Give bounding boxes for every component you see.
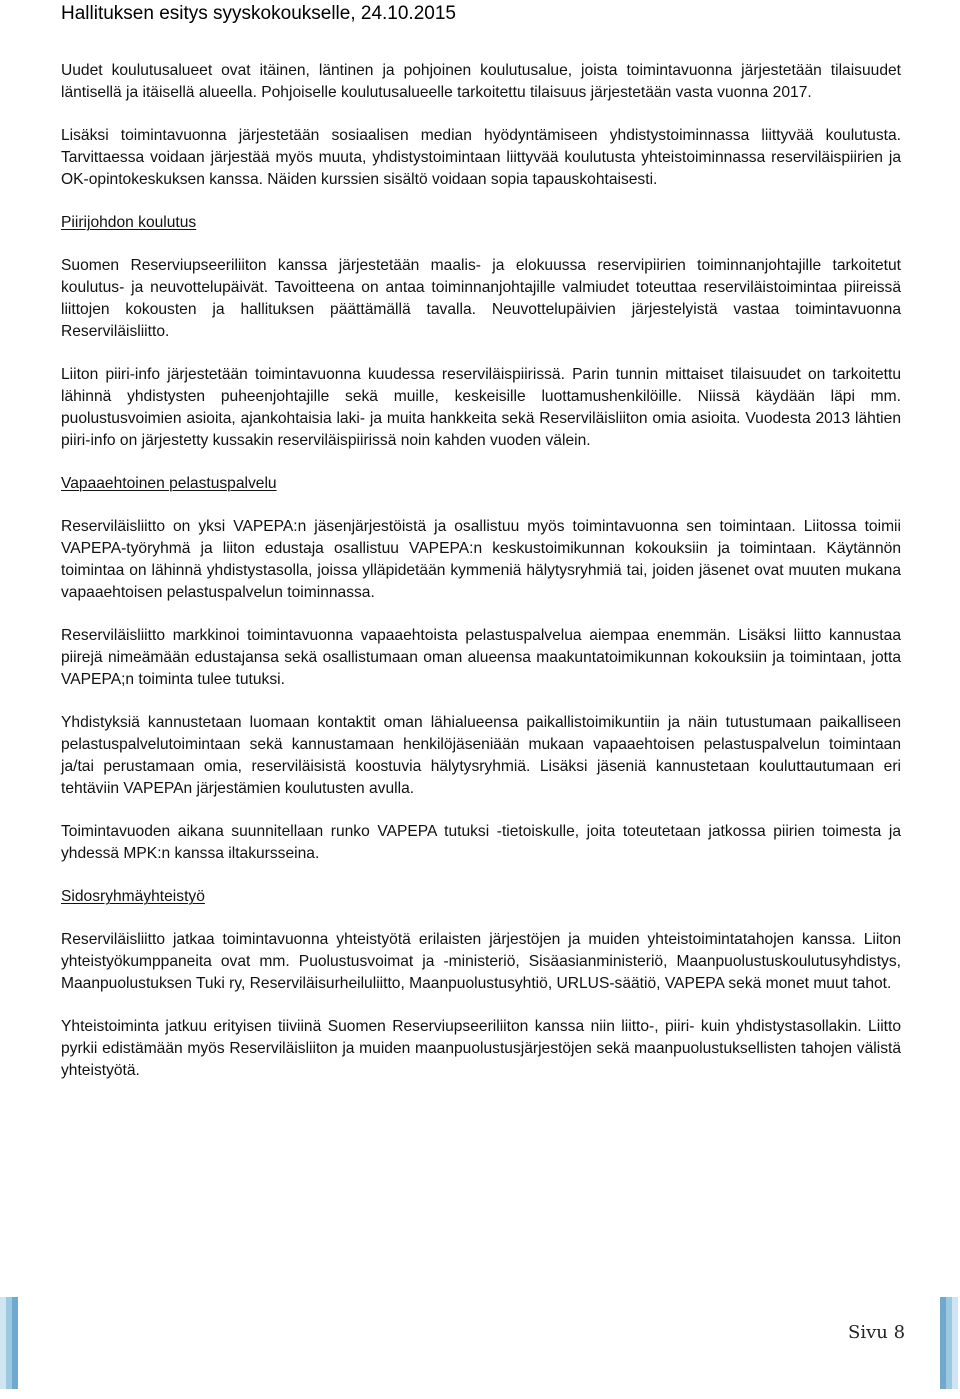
left-edge-decoration [0,1297,22,1389]
paragraph: Yhdistyksiä kannustetaan luomaan kontaktit oman lähialueensa paikallistoimikuntiin ja näin tutustumaan paikalliseen pelastuspalvelutoimintaan sekä kannustamaan henkilöjäseniään mukaan vapaaehtoisen pelastuspalvelun toimintaan ja/tai perustamaan omia, reserviläisistä koostuvia hälytysryhmiä. Lisäksi jäseniä kannustetaan kouluttautumaan eri tehtäviin VAPEPAn järjestämien koulutusten avulla. [61,714,901,797]
section-heading-sidosryhmayhteistyo: Sidosryhmäyhteistyö [61,888,205,905]
right-edge-decoration [938,1297,960,1389]
document-header: Hallituksen esitys syyskokoukselle, 24.10.2015 [61,3,456,24]
document-body [61,60,901,1103]
paragraph: Toimintavuoden aikana suunnitellaan runko VAPEPA tutuksi -tietoiskulle, joita toteutetaan jatkossa piirien toimesta ja yhdessä MPK:n kanssa iltakursseina. [61,823,901,862]
paragraph: Reserviläisliitto on yksi VAPEPA:n jäsenjärjestöistä ja osallistuu myös toimintavuonna sen toimintaan. Liitossa toimii VAPEPA-työryhmä ja liiton edustaja osallistuu VAPEPA:n keskustoimikunnan kokouksiin ja toimintaan. Käytännön toimintaa on lähinnä yhdistystasolla, joissa ylläpidetään kymmeniä hälytysryhmiä tai, joiden jäsenet ovat muuten mukana vapaaehtoisen pelastuspalvelun toiminnassa. [61,518,901,601]
paragraph: Suomen Reserviupseeriliiton kanssa järjestetään maalis- ja elokuussa reservipiirien toiminnanjohtajille tarkoitetut koulutus- ja neuvottelupäivät. Tavoitteena on antaa toiminnanjohtajille valmiudet toteuttaa reserviläistoimintaa piireissä liittojen kokousten ja hallituksen päättämällä tavalla. Neuvottelupäivien järjestelyistä vastaa toimintavuonna Reserviläisliitto. [61,257,901,340]
section-heading-piirijohdon-koulutus: Piirijohdon koulutus [61,214,197,231]
paragraph: Lisäksi toimintavuonna järjestetään sosiaalisen median hyödyntämiseen yhdistystoiminnassa liittyvää koulutusta. Tarvittaessa voidaan järjestää myös muuta, yhdistystoimintaan liittyvää koulutusta yhteistoiminnassa reserviläispiirien ja OK-opintokeskuksen kanssa. Näiden kurssien sisältö voidaan sopia tapauskohtaisesti. [61,127,901,188]
paragraph: Reserviläisliitto jatkaa toimintavuonna yhteistyötä erilaisten järjestöjen ja muiden yhteistoimintatahojen kanssa. Liiton yhteistyökumppaneita ovat mm. Puolustusvoimat ja -ministeriö, Sisäasianministeriö, Maanpuolustuskoulutusyhdistys, Maanpuolustuksen Tuki ry, Reserviläisurheiluliitto, Maanpuolustusyhtiö, URLUS-säätiö, VAPEPA sekä monet muut tahot. [61,931,901,992]
paragraph: Yhteistoiminta jatkuu erityisen tiiviinä Suomen Reserviupseeriliiton kanssa niin liitto-, piiri- kuin yhdistystasollakin. Liitto pyrkii edistämään myös Reserviläisliiton ja muiden maanpuolustusjärjestöjen sekä maanpuolustuksellisten tahojen välistä yhteistyötä. [61,1018,901,1079]
paragraph: Reserviläisliitto markkinoi toimintavuonna vapaaehtoista pelastuspalvelua aiempaa enemmän. Lisäksi liitto kannustaa piirejä nimeämään edustajansa sekä osallistumaan oman alueensa maakuntatoimikunnan kokouksiin ja toimintaan, jotta VAPEPA;n toiminta tulee tutuksi. [61,627,901,688]
paragraph: Uudet koulutusalueet ovat itäinen, läntinen ja pohjoinen koulutusalue, joista toimintavuonna järjestetään tilaisuudet läntisellä ja itäisellä alueella. Pohjoiselle koulutusalueelle tarkoitettu tilaisuus järjestetään vasta vuonna 2017. [61,62,901,101]
paragraph: Liiton piiri-info järjestetään toimintavuonna kuudessa reserviläispiirissä. Parin tunnin mittaiset tilaisuudet on tarkoitettu lähinnä yhdistysten puheenjohtajille sekä muille, keskeisille luottamushenkilöille. Niissä käydään läpi mm. puolustusvoimien asioita, ajankohtaisia laki- ja muita hankkeita sekä Reserviläisliiton omia asioita. Vuodesta 2013 lähtien piiri-info on järjestetty kussakin reserviläispiirissä noin kahden vuoden välein. [61,366,901,449]
section-heading-vapaaehtoinen-pelastuspalvelu: Vapaaehtoinen pelastuspalvelu [61,475,277,492]
page-number: Sivu 8 [848,1322,906,1343]
